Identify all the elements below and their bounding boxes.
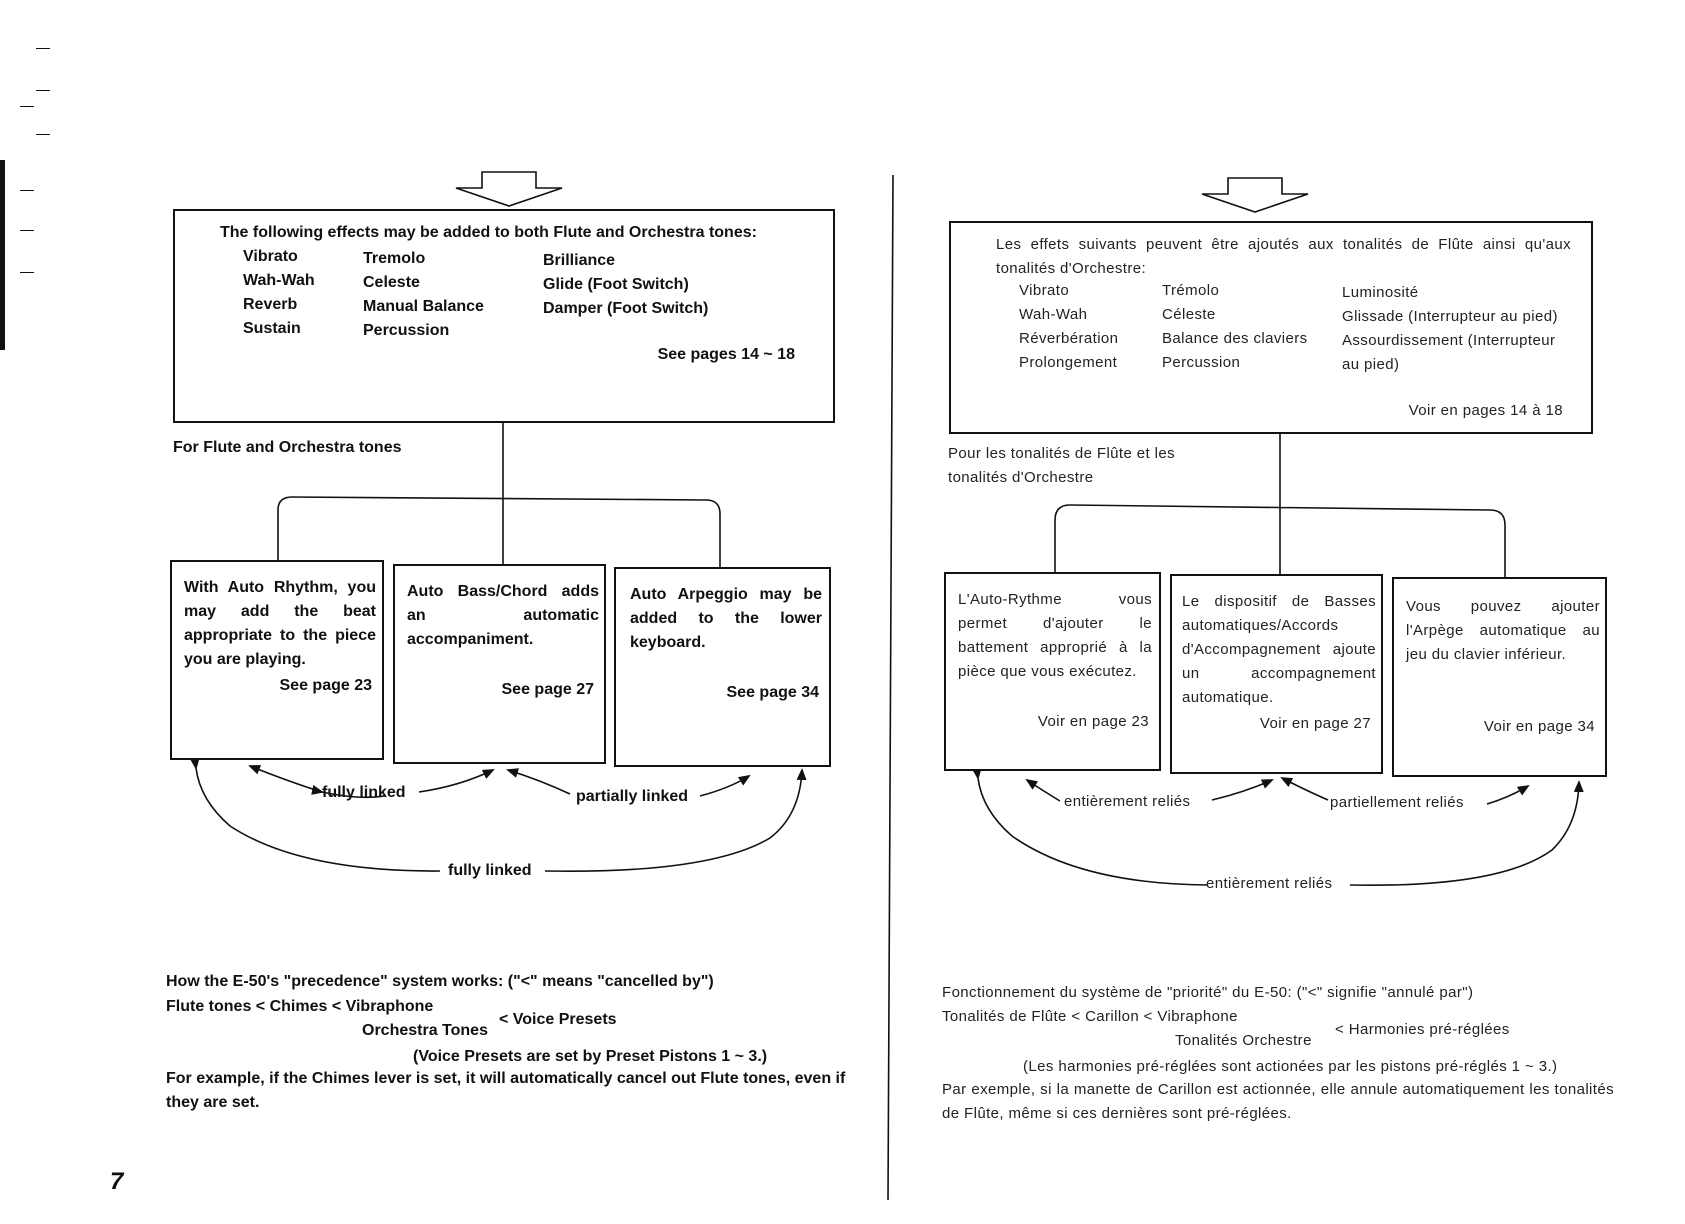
effects-box (173, 209, 835, 423)
precedence-line2: Orchestra Tones (362, 1022, 488, 1039)
effects-col2 (363, 247, 484, 343)
precedence-line1-fr: Tonalités de Flûte < Carillon < Vibraphone (942, 1008, 1238, 1025)
effect-item: Vibrato (1019, 282, 1070, 299)
precedence-note-fr: (Les harmonies pré-réglées sont actionées par les pistons pré-réglés 1 ~ 3.) (1023, 1058, 1558, 1075)
precedence-note: (Voice Presets are set by Preset Pistons 1 ~ 3.) (413, 1048, 768, 1065)
effect-item: Sustain (243, 320, 301, 337)
effects-see-pages: See pages 14 ~ 18 (657, 346, 795, 363)
effects-box-fr (949, 221, 1593, 434)
auto-arpeggio-box-fr (1392, 577, 1607, 777)
effect-item: Assourdissement (Interrupteur au pied) (1342, 332, 1556, 373)
box-text: Vous pouvez ajouter l'Arpège automatique au jeu du clavier inférieur. (1406, 598, 1600, 663)
link-label-bottom-fr: entièrement reliés (1206, 875, 1333, 892)
effect-item: Glide (Foot Switch) (543, 276, 689, 293)
effect-item: Percussion (1162, 354, 1241, 371)
effect-item: Wah-Wah (1019, 306, 1088, 323)
effect-item: Luminosité (1342, 284, 1419, 301)
page-number: 7 (110, 1168, 124, 1195)
precedence-voice-fr: < Harmonies pré-réglées (1335, 1021, 1510, 1038)
precedence-line1: Flute tones < Chimes < Vibraphone (166, 998, 434, 1015)
effect-item: Brilliance (543, 252, 616, 269)
precedence-title-fr: Fonctionnement du système de "priorité" du E-50: ("<" signifie "annulé par") (942, 984, 1474, 1001)
effect-item: Réverbération (1019, 330, 1119, 347)
precedence-title: How the E-50's "precedence" system works: ("<" means "cancelled by") (166, 973, 714, 990)
box-text: With Auto Rhythm, you may add the beat appropriate to the piece you are playing. (184, 579, 376, 668)
box-text: L'Auto-Rythme vous permet d'ajouter le battement approprié à la pièce que vous exécutez. (958, 591, 1152, 680)
box-text: Auto Arpeggio may be added to the lower keyboard. (630, 586, 822, 651)
for-label-fr: Pour les tonalités de Flûte et les tonalités d'Orchestre (948, 445, 1176, 486)
box-see-page: Voir en page 27 (1259, 715, 1371, 732)
effect-item: Reverb (243, 296, 298, 313)
box-see-page: Voir en page 23 (1037, 713, 1149, 730)
for-label: For Flute and Orchestra tones (173, 439, 402, 456)
hollow-arrow-left (456, 172, 562, 206)
link-label-fully: fully linked (322, 784, 406, 801)
link-label-fully-fr: entièrement reliés (1064, 793, 1191, 810)
auto-bass-chord-box-fr (1170, 574, 1383, 774)
effect-item: Tremolo (363, 250, 426, 267)
effect-item: Céleste (1162, 306, 1216, 323)
effect-item: Vibrato (243, 248, 298, 265)
effects-see-pages-fr: Voir en pages 14 à 18 (1408, 402, 1563, 419)
effects-col3-fr (1342, 281, 1567, 377)
box-see-page: See page 23 (279, 677, 372, 694)
effect-item: Percussion (363, 322, 450, 339)
effect-item: Prolongement (1019, 354, 1118, 371)
effects-col2-fr (1162, 279, 1308, 375)
precedence-example-fr: Par exemple, si la manette de Carillon est actionnée, elle annule automatiquement les tonalités de Flûte, même si ces dernières sont pré-réglées. (942, 1081, 1614, 1122)
box-see-page: Voir en page 34 (1483, 718, 1595, 735)
precedence-line2-fr: Tonalités Orchestre (1175, 1032, 1312, 1049)
effects-col3 (543, 249, 708, 321)
effect-item: Balance des claviers (1162, 330, 1308, 347)
auto-arpeggio-box (614, 567, 831, 767)
effect-item: Damper (Foot Switch) (543, 300, 709, 317)
auto-rhythm-box-fr (944, 572, 1161, 771)
effect-item: Wah-Wah (243, 272, 315, 289)
effects-col1-fr (1019, 279, 1118, 375)
auto-rhythm-box (170, 560, 384, 760)
link-label-bottom: fully linked (448, 862, 532, 879)
effect-item: Glissade (Interrupteur au pied) (1342, 308, 1558, 325)
effect-item: Trémolo (1162, 282, 1220, 299)
box-text: Auto Bass/Chord adds an automatic accompaniment. (407, 583, 599, 648)
auto-bass-chord-box (393, 564, 606, 764)
link-label-partially-fr: partiellement reliés (1330, 794, 1464, 811)
effect-item: Manual Balance (363, 298, 484, 315)
hollow-arrow-right (1202, 178, 1308, 212)
link-label-partially: partially linked (576, 788, 689, 805)
precedence-voice: < Voice Presets (499, 1011, 617, 1028)
effects-col1 (243, 245, 315, 341)
effect-item: Celeste (363, 274, 420, 291)
effects-intro-fr: Les effets suivants peuvent être ajoutés aux tonalités de Flûte ainsi qu'aux tonalités d'Orchestre: (996, 236, 1571, 277)
precedence-example: For example, if the Chimes lever is set, it will automatically cancel out Flute tones, even if they are set. (166, 1070, 846, 1111)
page-divider (888, 175, 893, 1200)
box-text: Le dispositif de Basses automatiques/Accords d'Accompagnement ajoute un accompagnement automatique. (1182, 593, 1376, 706)
box-see-page: See page 34 (726, 684, 819, 701)
effects-intro: The following effects may be added to both Flute and Orchestra tones: (220, 224, 757, 241)
box-see-page: See page 27 (501, 681, 594, 698)
